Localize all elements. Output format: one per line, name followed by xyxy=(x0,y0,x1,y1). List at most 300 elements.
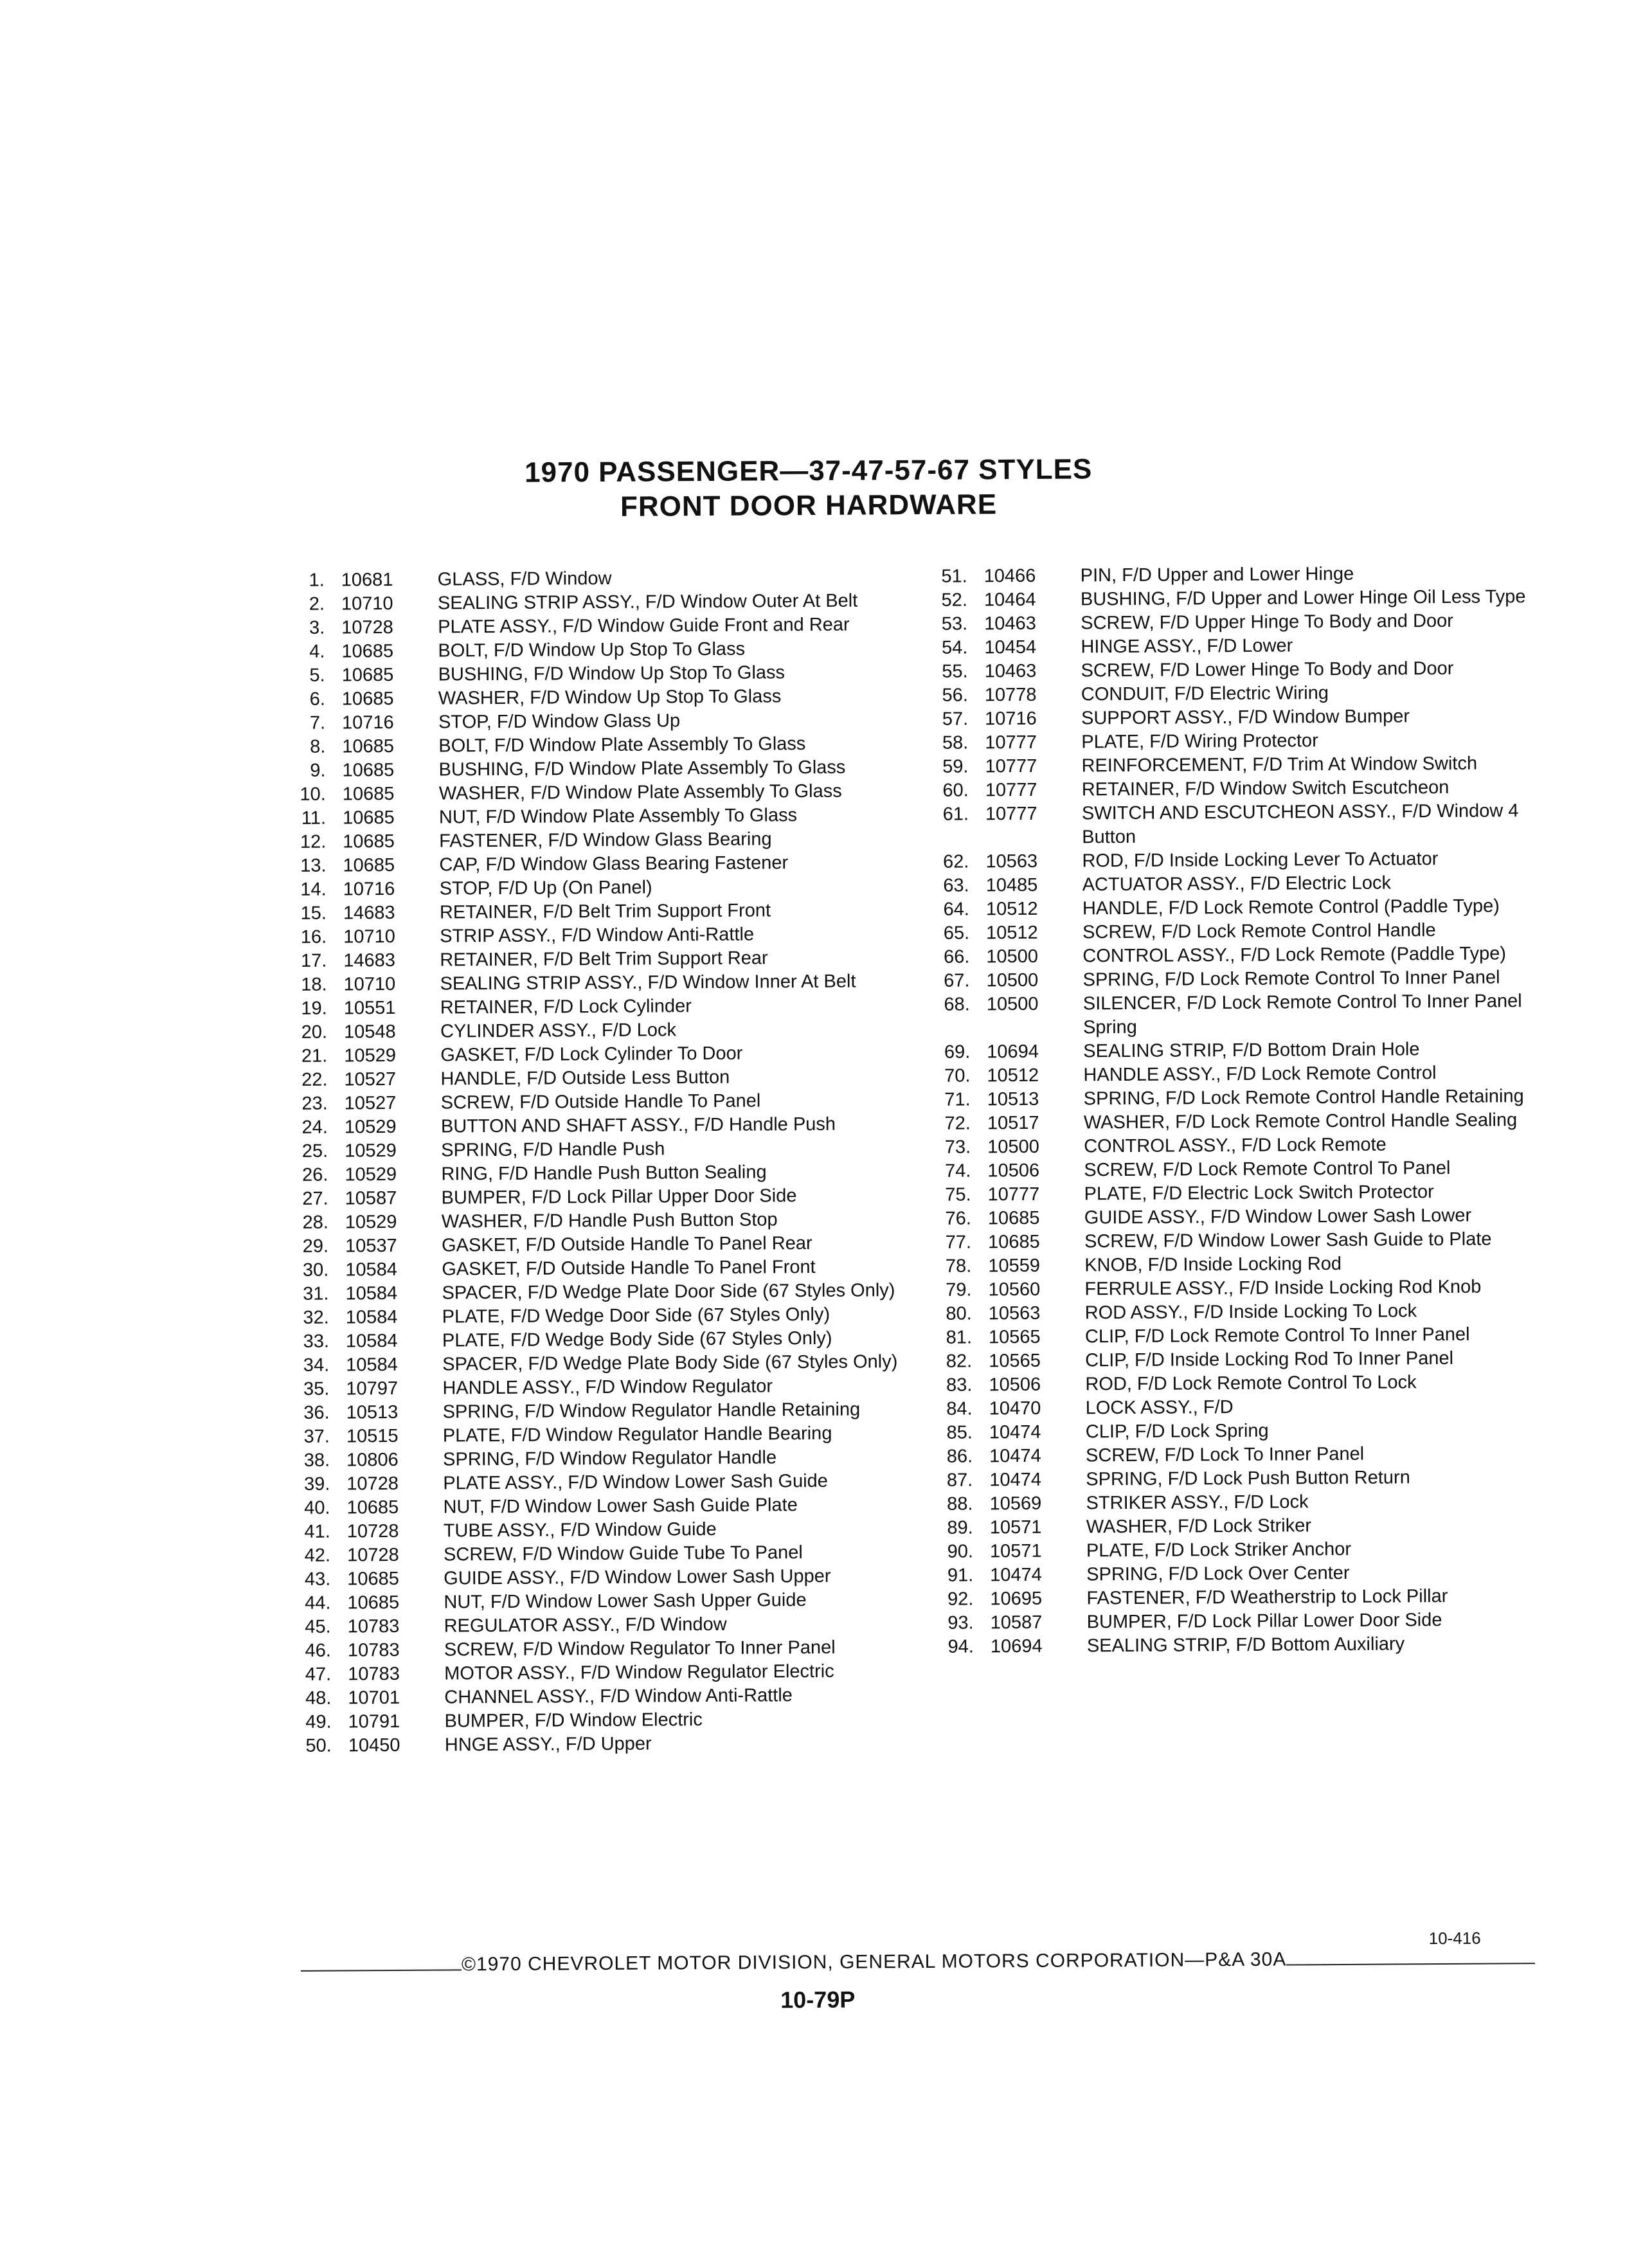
parts-list-right-column xyxy=(922,561,1572,1659)
item-part-code: 10777 xyxy=(985,732,1037,753)
item-description: PIN, F/D Upper and Lower Hinge xyxy=(1080,563,1354,586)
footer xyxy=(301,1947,1535,1977)
item-part-code: 10512 xyxy=(987,1065,1039,1086)
item-number: 33. xyxy=(303,1331,330,1352)
item-description: PLATE, F/D Electric Lock Switch Protector xyxy=(1084,1182,1434,1205)
item-number: 26. xyxy=(301,1164,328,1185)
item-part-code: 10529 xyxy=(344,1116,397,1138)
parts-list-item xyxy=(926,1156,1568,1184)
item-part-code: 10464 xyxy=(983,589,1036,611)
item-part-code: 10551 xyxy=(343,997,396,1019)
item-description: CONTROL ASSY., F/D Lock Remote (Paddle Type) xyxy=(1082,943,1507,967)
item-number: 9. xyxy=(310,760,326,781)
item-description: REINFORCEMENT, F/D Trim At Window Switch xyxy=(1081,753,1478,777)
item-part-code: 10529 xyxy=(345,1140,397,1162)
item-part-code: 10783 xyxy=(347,1616,400,1637)
item-part-code: 10454 xyxy=(984,636,1037,658)
item-description: CONTROL ASSY., F/D Lock Remote xyxy=(1084,1134,1387,1157)
item-part-code: 10685 xyxy=(342,735,395,757)
item-description: CONDUIT, F/D Electric Wiring xyxy=(1081,683,1329,705)
parts-list-item xyxy=(280,708,897,735)
item-description: STRIKER ASSY., F/D Lock xyxy=(1086,1491,1309,1514)
item-part-code: 10791 xyxy=(348,1711,400,1733)
item-number: 77. xyxy=(945,1232,972,1253)
item-description: CYLINDER ASSY., F/D Lock xyxy=(440,1020,677,1042)
parts-list-item xyxy=(928,1560,1571,1588)
item-number: 88. xyxy=(947,1493,973,1515)
item-number: 17. xyxy=(300,950,327,971)
illustration-reference-code: 10-416 xyxy=(1428,1928,1481,1949)
item-number: 6. xyxy=(309,688,325,710)
item-number: 59. xyxy=(942,756,969,777)
item-part-code: 10685 xyxy=(343,854,395,876)
item-part-code: 10470 xyxy=(989,1398,1041,1419)
item-part-code: 10701 xyxy=(348,1687,400,1709)
item-number: 67. xyxy=(944,970,970,991)
item-description: PLATE, F/D Lock Striker Anchor xyxy=(1086,1538,1352,1562)
item-part-code: 10529 xyxy=(344,1045,397,1066)
item-number: 80. xyxy=(946,1303,972,1324)
item-number: 53. xyxy=(941,613,968,634)
item-number: 22. xyxy=(301,1069,328,1090)
page-subtitle: FRONT DOOR HARDWARE xyxy=(620,489,998,523)
item-part-code: 10537 xyxy=(345,1235,397,1257)
parts-list-item xyxy=(286,1612,903,1639)
item-description: SCREW, F/D Window Regulator To Inner Panel xyxy=(444,1637,836,1661)
item-number: 84. xyxy=(946,1398,973,1419)
item-description: SPACER, F/D Wedge Plate Body Side (67 Styles Only) xyxy=(442,1351,898,1375)
item-part-code: 10506 xyxy=(989,1374,1041,1396)
item-description: SCREW, F/D Window Guide Tube To Panel xyxy=(443,1542,803,1565)
parts-list-item xyxy=(282,922,899,950)
item-number: 46. xyxy=(305,1640,332,1661)
parts-list-item xyxy=(284,1302,901,1330)
item-part-code: 10806 xyxy=(346,1449,399,1471)
parts-list-item xyxy=(284,1350,901,1378)
parts-list-item xyxy=(285,1588,902,1616)
item-number: 30. xyxy=(302,1259,329,1281)
item-description: PLATE ASSY., F/D Window Guide Front and Rear xyxy=(438,614,850,638)
item-part-code: 10584 xyxy=(345,1259,398,1281)
item-description: GLASS, F/D Window xyxy=(437,568,612,590)
parts-list-item xyxy=(926,1180,1568,1207)
parts-list-item xyxy=(280,565,897,593)
item-part-code: 10584 xyxy=(346,1354,398,1376)
item-description: WASHER, F/D Window Up Stop To Glass xyxy=(438,686,782,709)
item-description: STOP, F/D Window Glass Up xyxy=(438,710,681,733)
parts-list-item xyxy=(928,1465,1570,1493)
item-description: MOTOR ASSY., F/D Window Regulator Electric xyxy=(444,1661,834,1684)
item-description: RETAINER, F/D Lock Cylinder xyxy=(440,996,692,1018)
item-description: HANDLE ASSY., F/D Window Regulator xyxy=(442,1376,773,1399)
item-description: ROD ASSY., F/D Inside Locking To Lock xyxy=(1084,1300,1417,1324)
item-description: SPRING, F/D Lock Remote Control Handle Retaining xyxy=(1083,1086,1524,1110)
item-description: STOP, F/D Up (On Panel) xyxy=(439,877,652,899)
item-description: BUSHING, F/D Window Plate Assembly To Glass xyxy=(438,757,846,780)
item-number: 37. xyxy=(303,1426,330,1447)
item-part-code: 10777 xyxy=(985,779,1037,801)
parts-list-item xyxy=(923,680,1566,708)
item-description: BUMPER, F/D Lock Pillar Upper Door Side xyxy=(441,1185,797,1209)
parts-list-item xyxy=(929,1632,1572,1659)
item-number: 66. xyxy=(943,946,970,968)
item-part-code: 10728 xyxy=(346,1544,399,1566)
item-part-code: 10587 xyxy=(345,1187,397,1209)
parts-list-item xyxy=(285,1564,902,1592)
parts-list-item xyxy=(924,894,1567,922)
parts-list-item xyxy=(925,989,1568,1041)
item-number: 90. xyxy=(947,1541,974,1562)
item-description: TUBE ASSY., F/D Window Guide xyxy=(443,1518,717,1542)
item-description: SILENCER, F/D Lock Remote Control To Inner Panel Spring xyxy=(1082,991,1522,1038)
parts-list-item xyxy=(284,1326,901,1354)
parts-list-item xyxy=(283,1136,900,1164)
item-part-code: 10500 xyxy=(986,946,1039,968)
item-number: 16. xyxy=(300,926,327,948)
parts-list-item xyxy=(923,656,1566,684)
item-part-code: 10710 xyxy=(341,593,393,615)
parts-list-item xyxy=(928,1418,1570,1445)
parts-list-item xyxy=(927,1346,1570,1374)
parts-list-item xyxy=(282,1017,899,1045)
item-description: SEALING STRIP, F/D Bottom Auxiliary xyxy=(1086,1634,1405,1657)
item-number: 70. xyxy=(944,1065,971,1086)
item-number: 65. xyxy=(943,923,970,944)
item-number: 48. xyxy=(305,1688,332,1709)
item-part-code: 10474 xyxy=(990,1564,1042,1586)
item-part-code: 10685 xyxy=(347,1592,400,1614)
item-description: CLIP, F/D Lock Spring xyxy=(1085,1420,1269,1443)
item-description: PLATE, F/D Window Regulator Handle Bearing xyxy=(442,1423,832,1446)
parts-list-item xyxy=(929,1608,1572,1635)
item-number: 78. xyxy=(945,1256,972,1277)
item-number: 18. xyxy=(301,974,327,995)
parts-list-item xyxy=(924,966,1567,993)
item-description: SPACER, F/D Wedge Plate Door Side (67 Styles Only) xyxy=(442,1280,895,1304)
parts-list-item xyxy=(285,1540,902,1568)
item-number: 25. xyxy=(301,1140,328,1162)
item-part-code: 10783 xyxy=(347,1639,400,1661)
item-number: 43. xyxy=(304,1569,331,1590)
item-part-code: 10506 xyxy=(987,1160,1040,1182)
parts-list-item xyxy=(284,1374,901,1401)
item-part-code: 14683 xyxy=(343,950,396,971)
item-description: RETAINER, F/D Belt Trim Support Rear xyxy=(440,948,768,971)
item-number: 50. xyxy=(305,1735,332,1756)
item-number: 31. xyxy=(303,1283,329,1304)
item-description: BUMPER, F/D Window Electric xyxy=(444,1709,703,1732)
item-number: 11. xyxy=(301,807,327,829)
parts-list-item xyxy=(280,589,897,616)
item-number: 8. xyxy=(310,736,326,757)
item-number: 45. xyxy=(305,1616,331,1637)
item-description: NUT, F/D Window Plate Assembly To Glass xyxy=(438,805,798,828)
item-part-code: 10474 xyxy=(989,1445,1041,1467)
item-description: FASTENER, F/D Weatherstrip to Lock Pillar xyxy=(1086,1585,1448,1609)
item-number: 38. xyxy=(303,1450,330,1471)
parts-list-item xyxy=(282,898,899,926)
item-description: RETAINER, F/D Belt Trim Support Front xyxy=(439,900,771,923)
parts-list-item xyxy=(283,1112,900,1140)
item-part-code: 10512 xyxy=(985,898,1038,920)
parts-list-item xyxy=(928,1584,1571,1612)
item-part-code: 10515 xyxy=(346,1425,399,1447)
parts-list-item xyxy=(286,1707,903,1734)
parts-list-item xyxy=(282,993,899,1021)
item-number: 10. xyxy=(300,784,326,805)
item-part-code: 10584 xyxy=(345,1330,398,1352)
item-description: CLIP, F/D Inside Locking Rod To Inner Panel xyxy=(1085,1347,1454,1371)
parts-list-item xyxy=(926,1084,1568,1112)
item-description: SCREW, F/D Window Lower Sash Guide to Plate xyxy=(1084,1228,1492,1252)
item-description: SCREW, F/D Lock Remote Control To Panel xyxy=(1084,1157,1451,1181)
parts-list-item xyxy=(285,1398,902,1425)
item-number: 60. xyxy=(942,780,969,801)
item-description: ROD, F/D Inside Locking Lever To Actuator xyxy=(1082,849,1439,872)
item-part-code: 10777 xyxy=(987,1184,1040,1205)
item-number: 23. xyxy=(301,1093,328,1114)
item-number: 91. xyxy=(947,1565,974,1586)
parts-list-item xyxy=(923,728,1566,755)
parts-list-item xyxy=(281,827,898,854)
parts-list-item xyxy=(928,1513,1571,1540)
parts-list-item xyxy=(924,799,1567,851)
item-part-code: 10571 xyxy=(989,1540,1042,1562)
item-part-code: 10716 xyxy=(343,878,395,900)
item-description: ACTUATOR ASSY., F/D Electric Lock xyxy=(1082,872,1392,896)
parts-list-item xyxy=(923,752,1566,779)
item-number: 69. xyxy=(944,1041,971,1063)
item-number: 14. xyxy=(300,879,327,900)
parts-list-item xyxy=(928,1394,1570,1421)
item-part-code: 10463 xyxy=(984,660,1037,682)
item-part-code: 10694 xyxy=(987,1041,1039,1063)
parts-list-item xyxy=(286,1659,903,1687)
item-description: SPRING, F/D Window Regulator Handle xyxy=(443,1447,777,1470)
item-number: 89. xyxy=(947,1517,973,1538)
parts-list-item xyxy=(925,1061,1568,1088)
parts-list-item xyxy=(281,803,898,831)
item-part-code: 10584 xyxy=(345,1282,398,1304)
footer-rule-right xyxy=(1286,1963,1535,1965)
item-part-code: 10685 xyxy=(341,664,394,686)
parts-list-item xyxy=(283,1184,901,1211)
item-description: BUSHING, F/D Upper and Lower Hinge Oil Less Type xyxy=(1080,586,1526,610)
item-part-code: 10517 xyxy=(987,1112,1039,1134)
copyright-notice: ©1970 CHEVROLET MOTOR DIVISION, GENERAL MOTORS CORPORATION—P&A 30A xyxy=(461,1949,1287,1976)
item-number: 87. xyxy=(946,1470,973,1491)
parts-list-item xyxy=(283,1279,901,1306)
parts-list-item xyxy=(924,775,1567,803)
item-description: HANDLE, F/D Outside Less Button xyxy=(440,1066,730,1090)
item-part-code: 10466 xyxy=(983,565,1036,587)
item-part-code: 10685 xyxy=(987,1231,1040,1253)
item-part-code: 10500 xyxy=(986,969,1039,991)
item-description: SPRING, F/D Lock Push Button Return xyxy=(1086,1467,1410,1490)
parts-list-item xyxy=(285,1421,902,1449)
parts-list-left-column xyxy=(280,565,904,1758)
parts-list-item xyxy=(922,633,1565,660)
parts-list-item xyxy=(280,755,897,783)
parts-list-item xyxy=(925,1037,1568,1065)
item-description: SCREW, F/D Lock Remote Control Handle xyxy=(1082,920,1436,943)
item-part-code: 10565 xyxy=(989,1350,1041,1372)
parts-list-item xyxy=(928,1536,1571,1564)
item-number: 68. xyxy=(944,994,970,1015)
item-number: 24. xyxy=(301,1117,328,1138)
parts-list-item xyxy=(926,1108,1568,1136)
item-number: 55. xyxy=(942,661,968,682)
footer-rule-left xyxy=(301,1969,462,1972)
item-part-code: 10565 xyxy=(988,1326,1041,1348)
item-part-code: 10685 xyxy=(341,688,394,710)
item-description: GASKET, F/D Outside Handle To Panel Rear xyxy=(441,1233,812,1256)
item-number: 51. xyxy=(941,566,967,587)
item-part-code: 10728 xyxy=(341,616,393,638)
item-number: 85. xyxy=(946,1422,973,1443)
item-part-code: 10529 xyxy=(345,1164,397,1185)
item-description: BUSHING, F/D Window Up Stop To Glass xyxy=(438,662,786,685)
item-part-code: 10710 xyxy=(343,926,395,948)
item-part-code: 10695 xyxy=(990,1588,1043,1610)
parts-list-item xyxy=(280,684,897,712)
item-number: 71. xyxy=(944,1089,971,1110)
item-number: 21. xyxy=(301,1045,328,1066)
parts-list-item xyxy=(924,942,1567,969)
item-number: 7. xyxy=(309,712,326,734)
item-number: 20. xyxy=(301,1022,328,1043)
item-description: SCREW, F/D Lock To Inner Panel xyxy=(1085,1443,1365,1466)
item-description: PLATE, F/D Wiring Protector xyxy=(1081,730,1318,753)
item-number: 3. xyxy=(309,617,325,638)
item-number: 62. xyxy=(943,851,969,872)
page-number: 10-79P xyxy=(780,1986,856,2013)
item-description: SUPPORT ASSY., F/D Window Bumper xyxy=(1081,706,1410,729)
item-number: 76. xyxy=(945,1208,971,1229)
item-number: 75. xyxy=(945,1184,971,1205)
parts-list-item xyxy=(924,918,1567,946)
parts-list-item xyxy=(280,732,897,759)
item-number: 42. xyxy=(304,1545,331,1566)
parts-list-item xyxy=(287,1731,904,1758)
item-number: 40. xyxy=(304,1497,330,1518)
item-number: 52. xyxy=(941,590,968,611)
item-description: HANDLE, F/D Lock Remote Control (Paddle Type) xyxy=(1082,896,1500,919)
item-number: 74. xyxy=(944,1160,971,1182)
parts-list-item xyxy=(283,1207,901,1235)
item-description: SPRING, F/D Lock Over Center xyxy=(1086,1562,1350,1585)
item-description: REGULATOR ASSY., F/D Window xyxy=(444,1614,727,1637)
item-description: BOLT, F/D Window Up Stop To Glass xyxy=(438,638,746,662)
item-number: 29. xyxy=(302,1236,329,1257)
item-number: 47. xyxy=(305,1664,332,1685)
item-description: LOCK ASSY., F/D xyxy=(1085,1397,1234,1419)
item-description: CAP, F/D Window Glass Bearing Fastener xyxy=(439,852,789,876)
item-part-code: 10777 xyxy=(985,803,1037,825)
item-description: SCREW, F/D Outside Handle To Panel xyxy=(440,1090,761,1113)
item-number: 73. xyxy=(944,1137,971,1158)
parts-list-item xyxy=(285,1445,902,1473)
item-part-code: 10681 xyxy=(341,569,393,591)
item-part-code: 10685 xyxy=(341,640,394,662)
page-title: 1970 PASSENGER—37-47-57-67 STYLES xyxy=(524,453,1093,489)
item-part-code: 10728 xyxy=(346,1520,399,1542)
item-part-code: 10694 xyxy=(990,1635,1043,1657)
parts-list-item xyxy=(926,1227,1569,1255)
item-part-code: 10563 xyxy=(988,1302,1041,1324)
item-description: GASKET, F/D Lock Cylinder To Door xyxy=(440,1043,743,1066)
item-number: 34. xyxy=(303,1354,330,1376)
item-description: HINGE ASSY., F/D Lower xyxy=(1081,635,1293,658)
parts-list-item xyxy=(926,1203,1569,1231)
item-number: 4. xyxy=(309,641,325,662)
item-number: 32. xyxy=(303,1307,329,1328)
parts-list-item xyxy=(922,585,1565,613)
parts-list-item xyxy=(926,1132,1568,1160)
item-part-code: 10777 xyxy=(985,755,1037,777)
item-part-code: 10685 xyxy=(987,1207,1040,1229)
item-description: GUIDE ASSY., F/D Window Lower Sash Upper xyxy=(444,1565,831,1589)
item-description: CLIP, F/D Lock Remote Control To Inner Panel xyxy=(1084,1324,1470,1347)
parts-list-item xyxy=(923,704,1566,732)
item-part-code: 10778 xyxy=(984,684,1037,706)
item-description: SCREW, F/D Upper Hinge To Body and Door xyxy=(1081,610,1453,634)
parts-list-item xyxy=(285,1493,902,1520)
item-description: SPRING, F/D Window Regulator Handle Retaining xyxy=(442,1399,861,1423)
item-description: SEALING STRIP ASSY., F/D Window Inner At Belt xyxy=(440,971,856,995)
item-part-code: 10560 xyxy=(988,1279,1041,1300)
item-part-code: 10527 xyxy=(344,1068,397,1090)
item-number: 93. xyxy=(947,1612,974,1634)
item-part-code: 10710 xyxy=(343,973,396,995)
item-part-code: 10685 xyxy=(342,783,395,805)
item-description: CHANNEL ASSY., F/D Window Anti-Rattle xyxy=(444,1685,793,1708)
item-part-code: 10474 xyxy=(989,1421,1041,1443)
item-description: PLATE, F/D Wedge Door Side (67 Styles Only) xyxy=(442,1304,830,1328)
parts-list-item xyxy=(280,636,897,664)
item-number: 81. xyxy=(946,1327,973,1348)
parts-list-item xyxy=(285,1469,902,1497)
parts-list-item xyxy=(282,946,899,973)
item-number: 2. xyxy=(309,593,325,615)
parts-list-item xyxy=(283,1231,901,1259)
item-number: 44. xyxy=(305,1592,331,1614)
item-part-code: 10513 xyxy=(987,1088,1039,1110)
item-description: BUMPER, F/D Lock Pillar Lower Door Side xyxy=(1086,1610,1442,1633)
parts-list-item xyxy=(283,1160,900,1187)
item-number: 27. xyxy=(302,1188,328,1209)
item-number: 56. xyxy=(942,685,968,706)
item-number: 1. xyxy=(309,570,325,591)
item-description: RING, F/D Handle Push Button Sealing xyxy=(441,1162,767,1185)
parts-list-item xyxy=(922,609,1565,636)
item-part-code: 10584 xyxy=(345,1306,398,1328)
item-number: 94. xyxy=(947,1636,974,1657)
item-part-code: 10728 xyxy=(346,1473,399,1495)
item-number: 39. xyxy=(303,1473,330,1495)
item-part-code: 10559 xyxy=(988,1255,1041,1277)
item-description: SCREW, F/D Lower Hinge To Body and Door xyxy=(1081,658,1454,681)
parts-list-item xyxy=(922,561,1565,589)
parts-list-item xyxy=(926,1251,1569,1279)
item-number: 41. xyxy=(304,1521,330,1542)
item-description: RETAINER, F/D Window Switch Escutcheon xyxy=(1081,777,1450,800)
parts-list-item xyxy=(282,1065,899,1092)
parts-list-item xyxy=(285,1516,902,1544)
item-part-code: 10783 xyxy=(348,1663,400,1685)
item-part-code: 10685 xyxy=(347,1568,399,1590)
item-part-code: 10685 xyxy=(342,759,395,781)
